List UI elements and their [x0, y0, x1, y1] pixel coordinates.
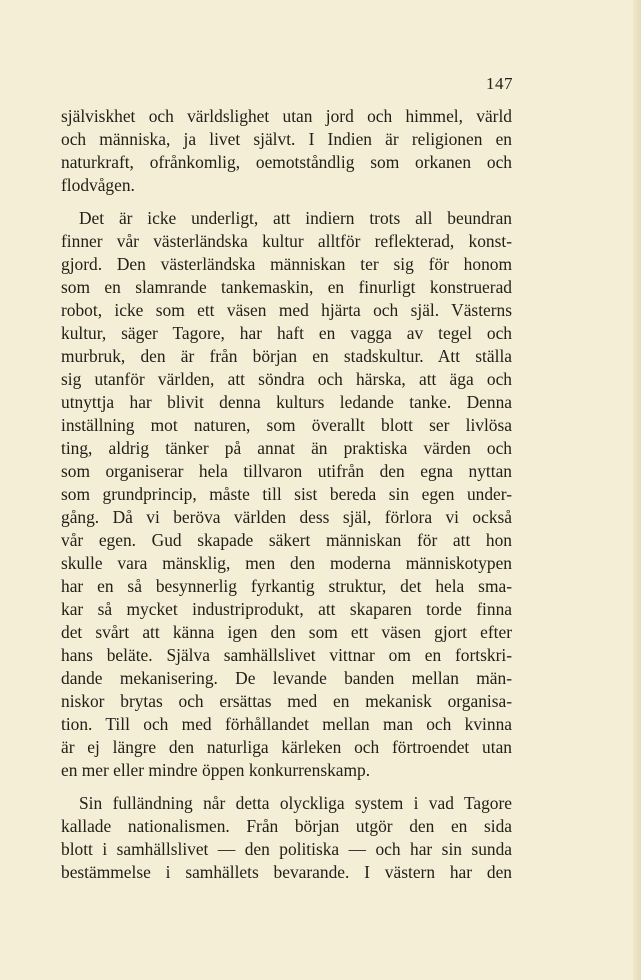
text-line: själviskhet och världslighet utan jord och himmel, värld [61, 106, 512, 126]
text-line: bestämmelse i samhällets bevarande. I västern har den [61, 862, 512, 882]
text-line: en mer eller mindre öppen konkurrenskamp. [61, 760, 371, 780]
text-line: har en så besynnerlig fyrkantig struktur, det hela sma- [61, 576, 512, 596]
text-line: murbruk, den är från början en stadskultur. Att ställa [61, 346, 512, 366]
text-line: flodvågen. [61, 175, 135, 195]
text-line: Det är icke underligt, att indiern trots all beundran [79, 208, 512, 228]
text-line: niskor brytas och ersättas med en mekanisk organisa- [61, 691, 512, 711]
paragraph-gap [61, 782, 512, 792]
text-line: det svårt att känna igen den som ett väsen gjort efter [61, 622, 512, 642]
paragraph-3 [61, 792, 512, 884]
text-line: vår egen. Gud skapade säkert människan för att hon [61, 530, 512, 550]
page-number: 147 [486, 74, 513, 93]
text-line: gång. Då vi beröva världen dess själ, förlora vi också [61, 507, 512, 527]
page-edge [633, 0, 641, 980]
text-line: hans beläte. Själva samhällslivet vittnar om en fortskri- [61, 645, 512, 665]
text-line: som grundprincip, måste till sist bereda sin egen under- [61, 484, 512, 504]
paragraph-gap [61, 197, 512, 207]
paragraph-1 [61, 105, 512, 197]
text-line: dande mekanisering. De levande banden mellan män- [61, 668, 512, 688]
text-line: ting, aldrig tänker på annat än praktiska värden och [61, 438, 512, 458]
text-line: som en slamrande tankemaskin, en finurligt konstruerad [61, 277, 512, 297]
text-line: kallade nationalismen. Från början utgör den en sida [61, 816, 512, 836]
text-line: som organiserar hela tillvaron utifrån den egna nyttan [61, 461, 512, 481]
text-line: skulle vara mänsklig, men den moderna människotypen [61, 553, 512, 573]
text-line: blott i samhällslivet — den politiska — och har sin sunda [61, 839, 512, 859]
text-line: tion. Till och med förhållandet mellan man och kvinna [61, 714, 512, 734]
text-line: finner vår västerländska kultur alltför reflekterad, konst- [61, 231, 512, 251]
text-line: sig utanför världen, att söndra och härska, att äga och [61, 369, 512, 389]
body-text [61, 105, 512, 884]
text-line: kultur, säger Tagore, har haft en vagga av tegel och [61, 323, 512, 343]
text-line: kar så mycket industriprodukt, att skaparen torde finna [61, 599, 512, 619]
text-line: gjord. Den västerländska människan ter sig för honom [61, 254, 512, 274]
text-line: Sin fulländning når detta olyckliga system i vad Tagore [79, 793, 512, 813]
text-line: robot, icke som ett väsen med hjärta och själ. Västerns [61, 300, 512, 320]
text-line: är ej längre den naturliga kärleken och förtroendet utan [61, 737, 512, 757]
text-line: utnyttja har blivit denna kulturs ledande tanke. Denna [61, 392, 512, 412]
text-line: naturkraft, ofrånkomlig, oemotståndlig som orkanen och [61, 152, 512, 172]
paragraph-2 [61, 207, 512, 782]
text-line: och människa, ja livet självt. I Indien är religionen en [61, 129, 512, 149]
text-line: inställning mot naturen, som överallt blott ser livlösa [61, 415, 512, 435]
